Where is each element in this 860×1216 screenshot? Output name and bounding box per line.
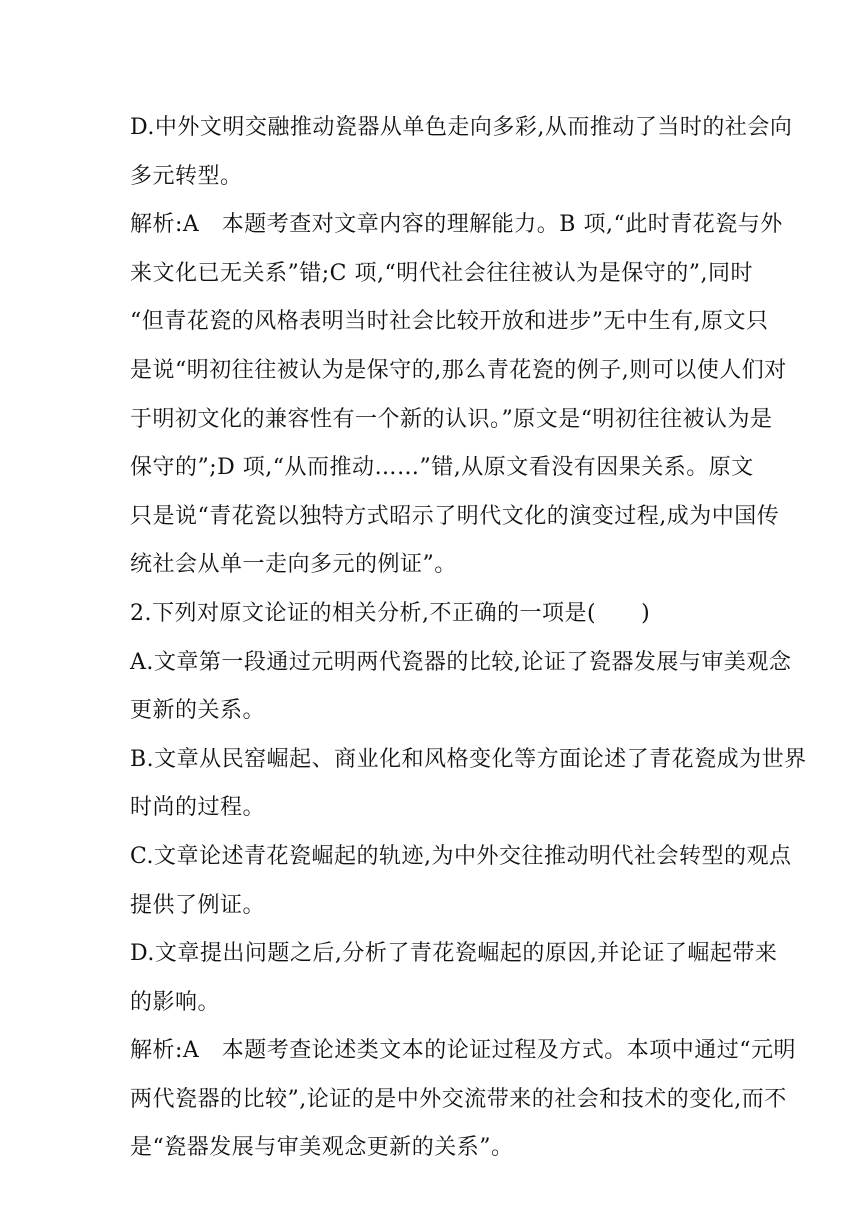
question-2-option-c-line-2: 提供了例证。 bbox=[130, 892, 266, 918]
analysis-1-line-4: 是说“明初往往被认为是保守的,那么青花瓷的例子,则可以使人们对 bbox=[130, 357, 787, 383]
analysis-1-line-3: “但青花瓷的风格表明当时社会比较开放和进步”无中生有,原文只 bbox=[130, 309, 769, 335]
question-2-option-a-line-1: A.文章第一段通过元明两代瓷器的比较,论证了瓷器发展与审美观念 bbox=[130, 649, 792, 675]
analysis-2-line-3: 是“瓷器发展与审美观念更新的关系”。 bbox=[130, 1135, 514, 1161]
question-2-option-b-line-2: 时尚的过程。 bbox=[130, 795, 266, 821]
question-2-option-d-line-1: D.文章提出问题之后,分析了青花瓷崛起的原因,并论证了崛起带来 bbox=[130, 941, 778, 967]
option-d-line-1: D.中外文明交融推动瓷器从单色走向多彩,从而推动了当时的社会向 bbox=[130, 115, 793, 140]
question-2-stem: 2.下列对原文论证的相关分析,不正确的一项是( ) bbox=[130, 600, 651, 626]
analysis-2-line-1: 解析:A 本题考查论述类文本的论证过程及方式。本项中通过“元明 bbox=[130, 1038, 797, 1064]
question-2-option-d-line-2: 的影响。 bbox=[130, 989, 221, 1015]
analysis-1-line-1: 解析:A 本题考查对文章内容的理解能力。B 项,“此时青花瓷与外 bbox=[130, 212, 783, 238]
document-page bbox=[130, 104, 807, 1173]
option-d-line-2: 多元转型。 bbox=[130, 163, 243, 189]
analysis-1-line-5: 于明初文化的兼容性有一个新的认识。”原文是“明初往往被认为是 bbox=[130, 406, 773, 432]
analysis-1-line-2: 来文化已无关系”错;C 项,“明代社会往往被认为是保守的”,同时 bbox=[130, 260, 753, 286]
question-2-option-b-line-1: B.文章从民窑崛起、商业化和风格变化等方面论述了青花瓷成为世界 bbox=[130, 746, 807, 772]
analysis-1-line-6: 保守的”;D 项,“从而推动……”错,从原文看没有因果关系。原文 bbox=[130, 455, 754, 481]
analysis-2-line-2: 两代瓷器的比较”,论证的是中外交流带来的社会和技术的变化,而不 bbox=[130, 1086, 787, 1112]
analysis-1-line-8: 统社会从单一走向多元的例证”。 bbox=[130, 552, 457, 578]
analysis-1-line-7: 只是说“青花瓷以独特方式昭示了明代文化的演变过程,成为中国传 bbox=[130, 503, 780, 529]
question-2-option-c-line-1: C.文章论述青花瓷崛起的轨迹,为中外交往推动明代社会转型的观点 bbox=[130, 843, 792, 869]
question-2-option-a-line-2: 更新的关系。 bbox=[130, 698, 266, 724]
